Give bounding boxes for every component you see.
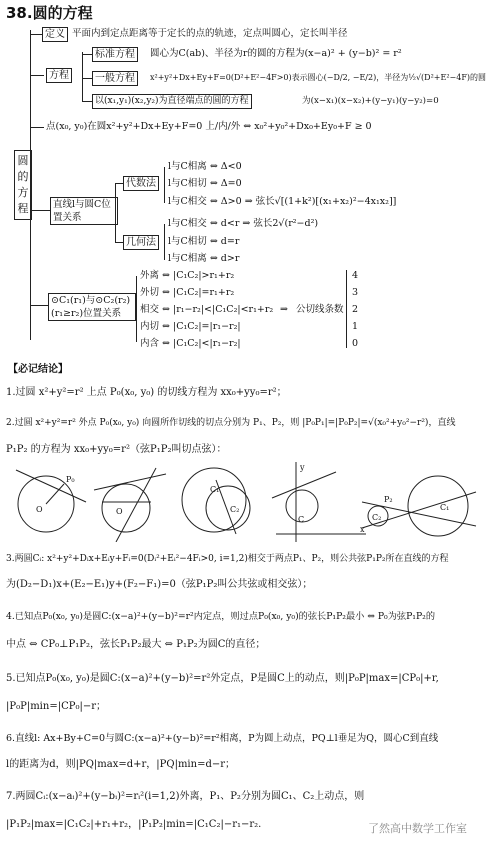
algebraic-method-label: 代数法 xyxy=(123,176,159,191)
connector xyxy=(115,183,123,184)
figure-label: P₂ xyxy=(384,495,393,504)
general-equation-label: 一般方程 xyxy=(92,71,138,86)
figure-label: C xyxy=(298,515,305,524)
figure-label: P₀ xyxy=(66,475,75,484)
algebraic-item: l与C相交 ⇔ Δ>0 ⇒ 弦长√[(1+k²)[(x₁+x₂)²−4x₁x₂]] xyxy=(168,196,397,207)
watermark-text: 了然高中数学工作室 xyxy=(368,822,467,835)
connector xyxy=(115,242,123,243)
note-4a: 4.已知点P₀(x₀, y₀)是圆C:(x−a)²+(y−b)²=r²内定点，则过点P₀(x₀, y₀)的弦长P₁P₂最小 ⇔ P₀为弦P₁P₂的 xyxy=(6,611,436,622)
circle-relation-item: 外离 ⇔ |C₁C₂|>r₁+r₂ xyxy=(140,270,235,281)
note-2b: P₁P₂ 的方程为 xx₀+yy₀=r²（弦P₁P₂叫切点弦）： xyxy=(6,444,227,455)
figure-label: y xyxy=(300,463,305,472)
algebraic-item: l与C相离 ⇔ Δ<0 xyxy=(168,161,242,172)
note-2a: 2.过圆 x²+y²=r² 外点 P₀(x₀, y₀) 向圆所作切线的切点分别为 P₁、P₂，则 |P₀P₁|=|P₀P₂|=√(x₀²+y₀²−r²)，直线 xyxy=(6,418,456,428)
figure-label: C₂ xyxy=(372,513,382,522)
tangent-count: 0 xyxy=(352,338,359,349)
circle-relation-item: 内含 ⇔ |C₁C₂|<|r₁−r₂| xyxy=(140,338,241,349)
equation-label: 方程 xyxy=(46,68,72,83)
general-equation-text: x²+y²+Dx+Ey+F=0(D²+E²−4F>0)表示圆心(−D/2, −E/2)，半径为½√(D²+E²−4F)的圆 xyxy=(150,73,487,82)
arrow-glyph: ⇒ xyxy=(280,304,288,315)
connector xyxy=(346,270,347,348)
figure-label: O xyxy=(36,505,43,514)
geometric-item: l与C相离 ⇔ d>r xyxy=(168,253,240,264)
connector xyxy=(164,167,165,203)
connector xyxy=(82,78,92,79)
figure-label: C₁ xyxy=(210,485,220,494)
algebraic-item: l与C相切 ⇔ Δ=0 xyxy=(168,178,242,189)
tangent-count: 1 xyxy=(352,321,359,332)
definition-text: 平面内到定点距离等于定长的点的轨迹，定点叫圆心，定长叫半径 xyxy=(72,28,348,39)
circle-circle-label: ⊙C₁(r₁)与⊙C₂(r₂)(r₁≥r₂)位置关系 xyxy=(48,293,136,321)
note-6a: 6.直线l: Ax+By+C=0与圆C:(x−a)²+(y−b)²=r²相离，P为圆上动点，PQ⊥l垂足为Q，圆心C到直线 xyxy=(6,733,439,744)
figure-label: x xyxy=(360,525,365,534)
notes-heading: 【必记结论】 xyxy=(8,364,68,375)
standard-equation-label: 标准方程 xyxy=(92,47,138,62)
tangent-count-label: 公切线条数 xyxy=(296,304,344,315)
root-label: 圆的方程 xyxy=(17,154,29,215)
tangent-count: 3 xyxy=(352,287,359,298)
page-title: 38.圆的方程 xyxy=(6,4,93,22)
connector xyxy=(82,54,92,55)
note-5a: 5.已知点P₀(x₀, y₀)是圆C:(x−a)²+(y−b)²=r²外定点，P是圆C上的动点，则|P₀P|max=|CP₀|+r, xyxy=(6,673,439,684)
tangent-line xyxy=(94,474,166,490)
figure-label: C₁ xyxy=(440,503,450,512)
note-3a: 3.两圆Cᵢ: x²+y²+Dᵢx+Eᵢy+Fᵢ=0(Dᵢ²+Eᵢ²−4Fᵢ>0, i=1,2)相交于两点P₁、P₂，则公共弦P₁P₂所在直线的方程 xyxy=(6,554,449,564)
circle-relation-item: 相交 ⇔ |r₁−r₂|<|C₁C₂|<r₁+r₂ xyxy=(140,304,274,315)
figure-label: O xyxy=(116,507,123,516)
note-6b: l的距离为d，则|PQ|max=d+r，|PQ|min=d−r； xyxy=(6,759,236,770)
tangent-line xyxy=(16,470,86,502)
tree-spine xyxy=(30,30,31,340)
circle-shape xyxy=(102,484,150,532)
definition-label: 定义 xyxy=(42,27,68,42)
circle-relation-item: 外切 ⇔ |C₁C₂|=r₁+r₂ xyxy=(140,287,235,298)
line-shape xyxy=(272,472,336,498)
connector xyxy=(82,52,83,102)
circle-shape xyxy=(182,468,246,532)
line-circle-label: 直线l与圆C位置关系 xyxy=(50,197,118,225)
note-7a: 7.两圆Cᵢ:(x−aᵢ)²+(y−bᵢ)²=rᵢ²(i=1,2)外离，P₁、P₂分别为圆C₁、C₂上动点，则 xyxy=(6,791,365,802)
geometric-item: l与C相切 ⇔ d=r xyxy=(168,236,240,247)
diameter-equation-label: 以(x₁,y₁)(x₂,y₂)为直径端点的圆的方程 xyxy=(92,94,252,109)
geometric-method-label: 几何法 xyxy=(123,235,159,250)
connector xyxy=(30,210,50,211)
geometric-item: l与C相交 ⇔ d<r ⇒ 弦长2√(r²−d²) xyxy=(168,218,319,229)
connector xyxy=(82,101,92,102)
point-position-text: 点(x₀, y₀)在圆x²+y²+Dx+Ey+F=0 上/内/外 ⇔ x₀²+y₀²+Dx₀+Ey₀+F ≥ 0 xyxy=(46,121,372,132)
note-1: 1.过圆 x²+y²=r² 上点 P₀(x₀, y₀) 的切线方程为 xx₀+yy₀=r²； xyxy=(6,387,287,398)
connector xyxy=(164,224,165,260)
circle-shape xyxy=(408,476,468,536)
note-4b: 中点 ⇔ CP₀⊥P₁P₂，弦长P₁P₂最大 ⇔ P₁P₂为圆C的直径； xyxy=(6,639,266,650)
note-7b: |P₁P₂|max=|C₁C₂|+r₁+r₂，|P₁P₂|min=|C₁C₂|−r₁−r₂. xyxy=(6,819,262,830)
note-3b: 为(D₂−D₁)x+(E₂−E₁)y+(F₂−F₁)=0（弦P₁P₂叫公共弦或相交弦）； xyxy=(6,579,313,590)
standard-equation-text: 圆心为C(ab)、半径为r的圆的方程为(x−a)² + (y−b)² = r² xyxy=(150,48,402,59)
connector xyxy=(30,127,44,128)
connector xyxy=(115,183,116,243)
connector xyxy=(30,305,48,306)
tangent-count: 2 xyxy=(352,304,359,315)
connector xyxy=(30,34,42,35)
tangent-count: 4 xyxy=(352,270,359,281)
radius-line xyxy=(46,484,64,504)
diameter-equation-text: 为(x−x₁)(x−x₂)+(y−y₁)(y−y₂)=0 xyxy=(302,96,439,106)
connector xyxy=(30,75,44,76)
figure-label: C₂ xyxy=(230,505,240,514)
tangent-figures xyxy=(6,462,494,542)
connector xyxy=(136,276,137,342)
note-5b: |P₀P|min=|CP₀|−r； xyxy=(6,701,106,712)
circle-relation-item: 内切 ⇔ |C₁C₂|=|r₁−r₂| xyxy=(140,321,241,332)
